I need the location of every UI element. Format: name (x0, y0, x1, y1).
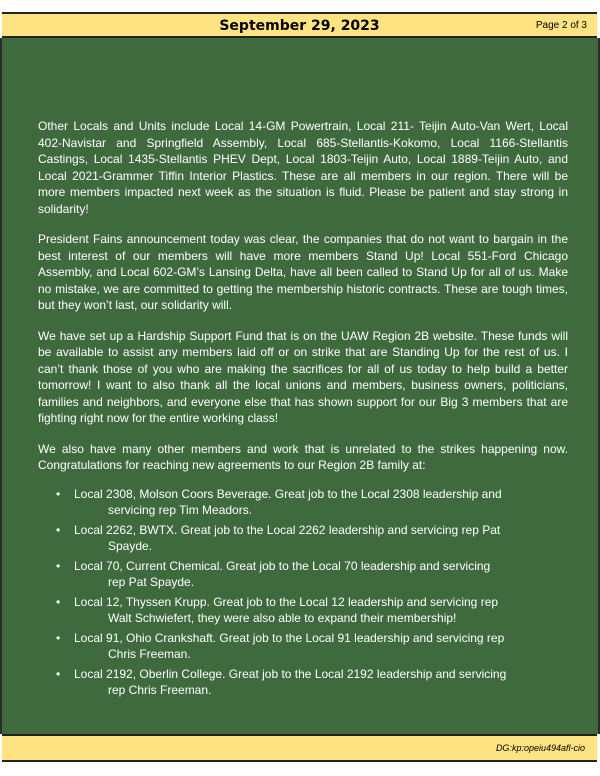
agreements-list (38, 486, 568, 699)
bullet-icon: • (56, 630, 61, 645)
list-item: • Local 70, Current Chemical. Great job to the Local 70 leadership and servicing rep Pat Spayde. (56, 558, 491, 589)
list-item: • Local 91, Ohio Crankshaft. Great job to the Local 91 leadership and servicing rep Chris Freeman. (56, 630, 505, 661)
list-item: • Local 12, Thyssen Krupp. Great job to the Local 12 leadership and servicing rep Walt Schwiefert, they were also able to expand their membership! (56, 594, 499, 625)
bullet-icon: • (56, 522, 61, 537)
bullet-icon: • (56, 666, 61, 681)
paragraph-congratulations: We also have many other members and work that is unrelated to the strikes happening now. Congratulations for reaching new agreements to our Region 2B family at: (38, 441, 568, 472)
header-date: September 29, 2023 (219, 18, 380, 34)
list-item: • Local 2262, BWTX. Great job to the Local 2262 leadership and servicing rep Pat Spayde. (56, 522, 501, 553)
newsletter-content (38, 118, 568, 702)
paragraph-locals: Other Locals and Units include Local 14-GM Powertrain, Local 211- Teijin Auto-Van Wert, Local 402-Navistar and Springfield Assembly, Local 685-Stellantis-Kokomo, Local 1166-Stellantis Castings, Local 1435-Stellantis PHEV Dept, Local 1803-Teijin Auto, Local 1889-Teijin Auto, and Local 2021-Grammer Tiffin Interior Plastics. These are all members in our region. There will be more members impacted next week as the situation is fluid. Please be patient and stay strong in solidarity! (38, 119, 568, 216)
footer-code: DG:kp:opeiu494afl-cio (495, 743, 585, 753)
paragraph-president-announcement: President Fains announcement today was clear, the companies that do not want to bargain in the best interest of our members will have more members Stand Up! Local 551-Ford Chicago Assembly, and Local 602-GM’s Lansing Delta, have all been called to Stand Up for all of us. Make no mistake, we are committed to getting the membership historic contracts. These are tough times, but they won’t last, our solidarity will. (38, 232, 568, 312)
newsletter-body (0, 38, 600, 734)
page-number: Page 2 of 3 (535, 20, 587, 31)
page-footer (2, 734, 597, 762)
list-item: • Local 2308, Molson Coors Beverage. Great job to the Local 2308 leadership and servicing rep Tim Meadors. (56, 486, 502, 517)
bullet-icon: • (56, 486, 61, 501)
bullet-icon: • (56, 594, 61, 609)
paragraph-hardship-fund: We have set up a Hardship Support Fund that is on the UAW Region 2B website. These funds will be available to assist any members laid off or on strike that are Standing Up for the rest of us. I can’t thank those of you who are making the sacrifices for all of us today to help build a better tomorrow! I want to also thank all the local unions and members, business owners, politicians, families and neighbors, and everyone else that has shown support for our Big 3 members that are fighting right now for the entire working class! (38, 328, 568, 425)
bullet-icon: • (56, 558, 61, 573)
list-item: • Local 2192, Oberlin College. Great job to the Local 2192 leadership and servicing rep Chris Freeman. (56, 666, 507, 697)
page-header (2, 12, 597, 38)
